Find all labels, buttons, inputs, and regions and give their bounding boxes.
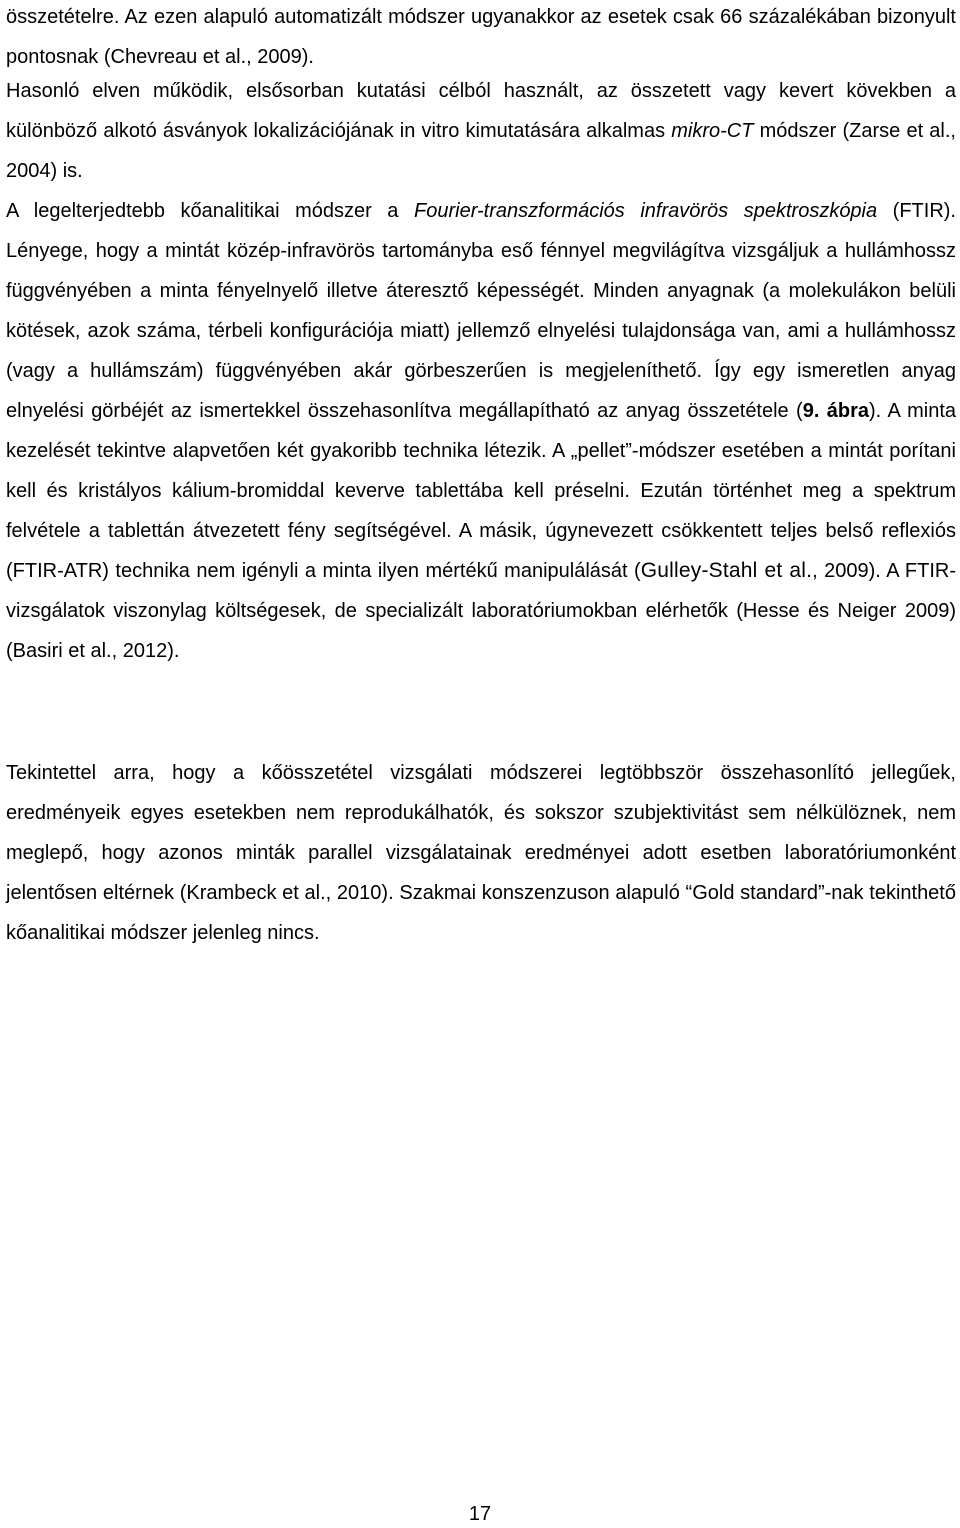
text-span: (FTIR). Lényege, hogy a mintát közép-infravörös tartományba eső fénnyel megvilágítva vizsgáljuk a hullámhossz függvényében a minta fényelnyelő illetve áteresztő képességét. Minden anyagnak (a molekulákon belüli kötések, azok száma, térbeli konfigurációja miatt) jellemző elnyelési tulajdonsága van, ami a hullámhossz (vagy a hullámszám) függvényében akár görbeszerűen is megjeleníthető. Így egy ismeretlen anyag elnyelési görbéjét az ismertekkel összehasonlítva megállapítható az anyag összetétele ( (6, 200, 956, 422)
text-span: Tekintettel arra, hogy a kőösszetétel vizsgálati módszerei legtöbbször összehasonlító jellegűek, eredményeik egyes esetekben nem reprodukálhatók, és sokszor szubjektivitást sem nélkülöznek, nem meglepő, hogy azonos minták parallel vizsgálatainak eredményei adott esetben laboratóriumonként jelentősen eltérnek (Krambeck et al., 2010). Szakmai konszenzuson alapuló “Gold standard”-nak tekinthető kőanalitikai módszer jelenleg nincs. (6, 762, 956, 944)
text-span: összetételre. Az ezen alapuló automatizált módszer ugyanakkor az esetek csak 66 százalékában bizonyult pontosnak (Chevreau et al., 2009). (6, 6, 956, 68)
figure-reference: 9. ábra (802, 400, 870, 422)
page-number: 17 (468, 1503, 492, 1525)
text-span: módszer (Zarse et al., 2004) is. (6, 120, 956, 182)
text-span: Hasonló elven működik, elsősorban kutatási célból használt, az összetett vagy kevert kövekben a különböző alkotó ásványok lokalizációjának in vitro kimutatására alkalmas (6, 80, 956, 142)
italic-term-ftir: Fourier-transzformációs infravörös spektroszkópia (414, 200, 878, 222)
text-span: , 2009). A FTIR-vizsgálatok viszonylag költségesek, de specializált laboratóriumokban elérhetők (Hesse és Neiger 2009) (Basiri et al., 2012). (6, 560, 957, 662)
text-span: ). A minta kezelését tekintve alapvetően két gyakoribb technika létezik. A „pellet”-módszer esetében a mintát porítani kell és kristályos kálium-bromiddal keverve tablettába kell préselni. Ezután történhet meg a spektrum felvétele a tablettán átvezetett fény segítségével. A másik, úgynevezett csökkentett teljes belső reflexiós (FTIR-ATR) technika nem igényli a minta ilyen mértékű manipulálását ( (6, 400, 957, 582)
text-span: A legelterjedtebb kőanalitikai módszer a (6, 200, 414, 222)
italic-term-mikro-ct: mikro-CT (671, 120, 754, 142)
citation-gulley-stahl: Gulley-Stahl et al. (640, 559, 813, 582)
paragraph-chevreau (6, 0, 956, 77)
paragraph-gold-standard (6, 753, 956, 953)
paragraph-mikro-ct (6, 71, 956, 191)
paragraph-ftir (6, 191, 956, 671)
